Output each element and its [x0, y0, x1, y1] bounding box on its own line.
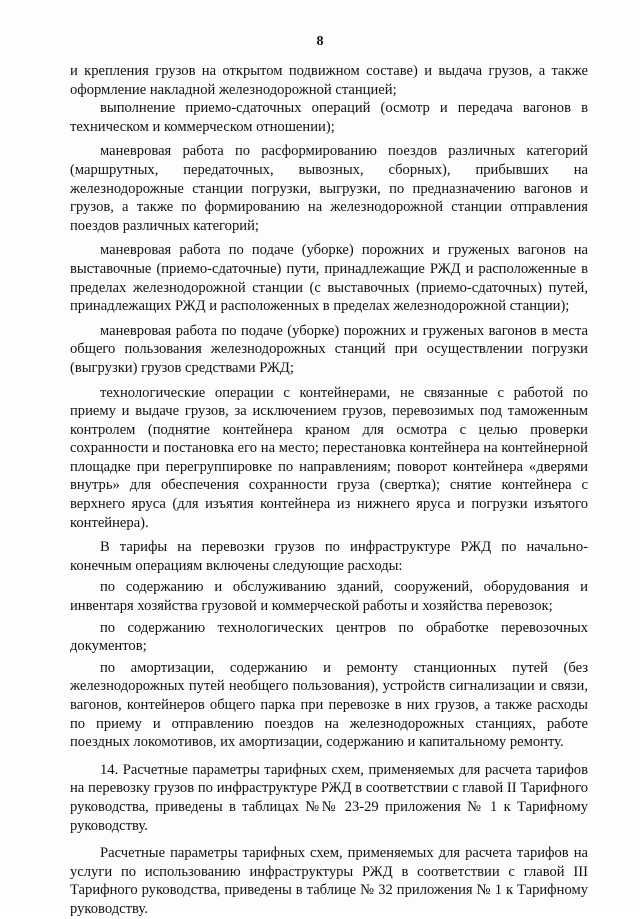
- paragraph: 14. Расчетные параметры тарифных схем, применяемых для расчета тарифов на перевозку грузов по инфраструктуре РЖД в соответствии с главой II Тарифного руководства, приведены в таблицах №№ 23-29 приложения № 1 к Тарифному руководству.: [70, 761, 588, 834]
- paragraph: по содержанию технологических центров по обработке перевозочных документов;: [70, 619, 588, 655]
- page-number: 8: [316, 34, 324, 49]
- paragraph: выполнение приемо-сдаточных операций (осмотр и передача вагонов в техническом и коммерческом отношении);: [70, 100, 588, 135]
- paragraph: маневровая работа по подаче (уборке) порожних и груженых вагонов в места общего пользования железнодорожных станций при осуществлении погрузки (выгрузки) грузов средствами РЖД;: [70, 322, 588, 376]
- paragraph: и крепления грузов на открытом подвижном составе) и выдача грузов, а также оформление накладной железнодорожной станцией;: [70, 63, 588, 98]
- document-body: [70, 62, 588, 919]
- paragraph: В тарифы на перевозки грузов по инфраструктуре РЖД по начально-конечным операциям включены следующие расходы:: [70, 539, 588, 574]
- paragraph: маневровая работа по расформированию поездов различных категорий (маршрутных, передаточных, вывозных, сборных), прибывших на железнодорожные станции погрузки, выгрузки, по предназначению вагонов и грузов, а также по формированию на железнодорожной станции отправления поездов различных категорий;: [70, 143, 588, 234]
- paragraph: маневровая работа по подаче (уборке) порожних и груженых вагонов на выставочные (приемо-сдаточные) пути, принадлежащие РЖД и расположенные в пределах железнодорожной станции (с выставочных (приемо-сдаточных) путей, принадлежащих РЖД и расположенных в пределах железнодорожной станции);: [70, 242, 588, 315]
- paragraph: технологические операции с контейнерами, не связанные с работой по приему и выдаче грузов, за исключением грузов, перевозимых под таможенным контролем (поднятие контейнера краном для осмотра с целью проверки сохранности и постановка его на место; перестановка контейнера на контейнерной площадке при перегруппировке по направлениям; поворот контейнера «дверями внутрь» для обеспечения сохранности груза (свертка); снятие контейнера с верхнего яруса (для изъятия контейнера из нижнего яруса и погрузки изъятого контейнера).: [70, 384, 588, 531]
- paragraph: по амортизации, содержанию и ремонту станционных путей (без железнодорожных путей необщего пользования), устройств сигнализации и связи, вагонов, контейнеров общего парка при перевозке в них грузов, а также расходы по приему и отправлению поездов на железнодорожных станциях, работе поездных локомотивов, их амортизации, содержанию и капитальному ремонту.: [70, 659, 588, 751]
- paragraph: по содержанию и обслуживанию зданий, сооружений, оборудования и инвентаря хозяйства грузовой и коммерческой работы и хозяйства перевозок;: [70, 579, 588, 615]
- paragraph: Расчетные параметры тарифных схем, применяемых для расчета тарифов на услуги по использованию инфраструктуры РЖД в соответствии с главой III Тарифного руководства, приведены в таблице № 32 приложения № 1 к Тарифному руководству.: [70, 845, 588, 917]
